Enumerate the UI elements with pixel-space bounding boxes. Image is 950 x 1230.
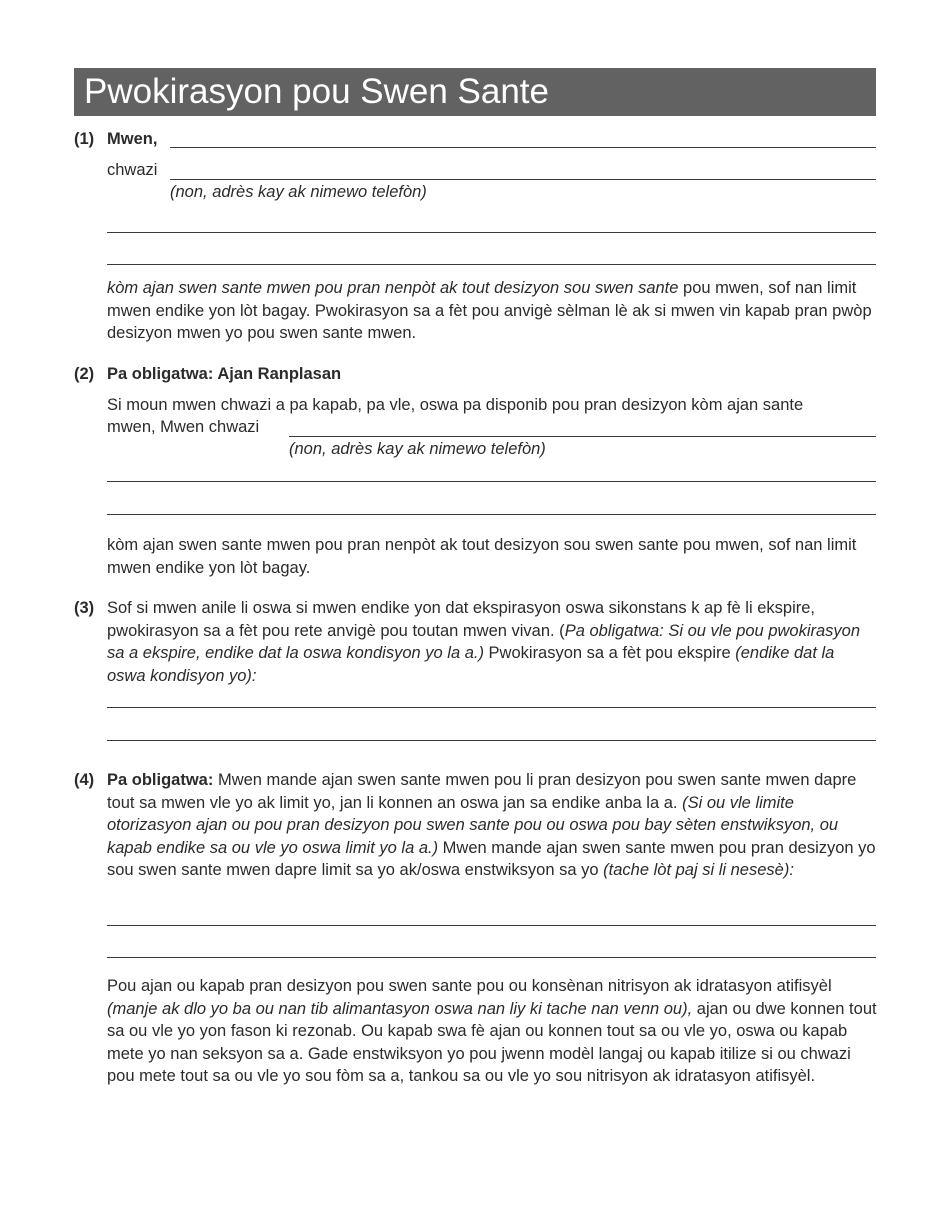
section-2-paragraph: kòm ajan swen sante mwen pou pran nenpòt ak tout desizyon sou swen sante pou mwen, sof nan limit mwen endike yon lòt bagay. (107, 536, 857, 577)
alternate-address-line-1[interactable] (107, 481, 876, 482)
agent-address-line-2[interactable] (107, 264, 876, 265)
section-4-text-1: Mwen mande ajan swen sante mwen pou li pran desizyon pou swen sante mwen dapre tout sa mwen vle yo ak limit yo, jan li konnen an oswa jan sa endike anba la a. (107, 771, 857, 812)
section-1-para-italic: kòm ajan swen sante mwen pou pran nenpòt ak tout desizyon sou swen sante (107, 279, 679, 297)
section-2-intro: Si moun mwen chwazi a pa kapab, pa vle, oswa pa disponib pou pran desizyon kòm ajan sante (107, 396, 804, 414)
section-4-number: (4) (74, 771, 95, 789)
section-4-bold: Pa obligatwa: (107, 771, 214, 789)
principal-name-line[interactable] (170, 147, 876, 148)
agent-name-line[interactable] (170, 179, 876, 180)
section-1-para-rest: pou mwen, sof nan limit mwen endike yon lòt bagay. Pwokirasyon sa a fèt pou anvigè sèlman lè ak si mwen vin kapab pran pwòp desizyon mwen yo pou swen sante mwen. (107, 279, 872, 342)
label-mwen: Mwen, (107, 130, 158, 148)
section-3-paragraph (107, 597, 877, 687)
section-2-number: (2) (74, 365, 95, 383)
alternate-address-line-2[interactable] (107, 514, 876, 515)
section-3-text-2: Pwokirasyon sa a fèt pou ekspire (483, 644, 736, 662)
nutrition-text-2: ajan ou dwe konnen tout sa ou vle yo yon fason ki rezonab. Ou kapab swa fè ajan ou konnen tout sa ou vle yo, oswa ou kapab mete yo nan seksyon sa a. Gade enstwiksyon yo pou jwenn modèl langaj ou kapab itilize si ou chwazi pou mete tout sa ou vle yo sou fòm sa a, tankou sa ou vle yo sou nitrisyon ak idratasyon atifisyèl. (107, 999, 877, 1085)
section-4-italic-2: (tache lòt paj si li nesesè): (603, 861, 794, 879)
section-3-italic-1: Pa obligatwa: Si ou vle pou pwokirasyon sa a ekspire, endike dat la oswa kondisyon yo la a.) (107, 621, 861, 662)
nutrition-italic: (manje ak dlo yo ba ou nan tib alimantasyon oswa nan liy ki tache nan venn ou), (107, 999, 693, 1018)
section-1-number: (1) (74, 130, 95, 148)
alternate-agent-name-line[interactable] (289, 436, 876, 437)
section-3-number: (3) (74, 599, 95, 617)
section-2-intro-line2: mwen, Mwen chwazi (107, 418, 260, 436)
agent-address-line-1[interactable] (107, 232, 876, 233)
expiration-line-2[interactable] (107, 740, 876, 741)
section-4-paragraph (107, 769, 877, 882)
expiration-line-1[interactable] (107, 707, 876, 708)
section-4-text-2: Mwen mande ajan swen sante mwen pou pran desizyon yo sou swen sante mwen dapre limit sa yo ak/oswa enstwiksyon sa yo (107, 838, 876, 879)
form-title: Pwokirasyon pou Swen Sante (84, 72, 549, 111)
section-3-text-1: Sof si mwen anile li oswa si mwen endike yon dat ekspirasyon oswa sikonstans k ap fè li ekspire, pwokirasyon sa a fèt pou rete anvigè pou toutan mwen vivan. ( (107, 599, 816, 640)
section-3-italic-2: (endike dat la oswa kondisyon yo): (107, 644, 835, 685)
agent-info-hint: (non, adrès kay ak nimewo telefòn) (170, 183, 427, 201)
nutrition-text-1: Pou ajan ou kapab pran desizyon pou swen sante pou ou konsènan nitrisyon ak idratasyon atifisyèl (107, 977, 832, 995)
instructions-line-2[interactable] (107, 957, 876, 958)
section-2-heading: Pa obligatwa: Ajan Ranplasan (107, 365, 342, 383)
section-4-nutrition-paragraph (107, 975, 877, 1088)
instructions-line-1[interactable] (107, 925, 876, 926)
section-1-paragraph (107, 277, 877, 345)
section-4-italic-1: (Si ou vle limite otorizasyon ajan ou pou pran desizyon pou swen sante pou ou oswa pou bay sèten enstwiksyon, ou kapab endike sa ou vle yo oswa limit yo la a.) (107, 793, 839, 857)
label-chwazi: chwazi (107, 161, 158, 179)
form-title-bar (74, 68, 876, 116)
alternate-agent-info-hint: (non, adrès kay ak nimewo telefòn) (289, 440, 546, 458)
